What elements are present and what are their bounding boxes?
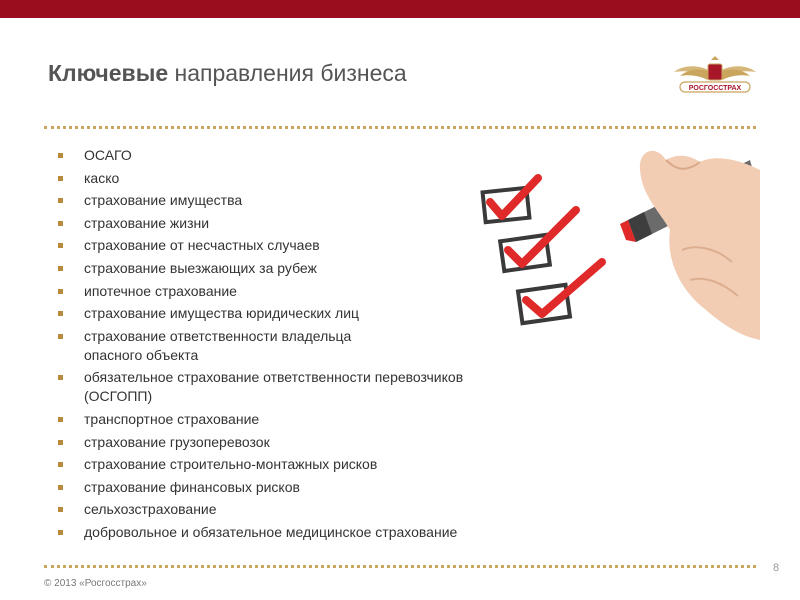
- rosgosstrakh-logo: [672, 52, 758, 98]
- list-item-text: страхование выезжающих за рубеж: [84, 259, 317, 276]
- list-item-text: страхование ответственности владельца опасного объекта: [84, 327, 352, 363]
- list-item: [56, 410, 536, 429]
- bullet-icon: [58, 176, 63, 181]
- list-item: [56, 169, 536, 188]
- list-item-text: страхование финансовых рисков: [84, 478, 300, 495]
- list-item: [56, 146, 536, 165]
- checklist-illustration: [470, 140, 760, 355]
- bullet-icon: [58, 198, 63, 203]
- bullet-icon: [58, 375, 63, 380]
- list-item: [56, 214, 536, 233]
- list-item-text: страхование имущества: [84, 192, 243, 209]
- bullet-icon: [58, 334, 63, 339]
- list-item-text: страхование от несчастных случаев: [84, 237, 320, 254]
- bullet-icon: [58, 153, 63, 158]
- page-title: [48, 60, 407, 87]
- page-title-bold: Ключевые: [48, 60, 169, 86]
- list-item-text: каско: [84, 169, 120, 186]
- bullet-icon: [58, 289, 63, 294]
- hand-icon: [640, 151, 760, 340]
- bullet-icon: [58, 440, 63, 445]
- list-item: [56, 455, 536, 474]
- list-item-text: страхование имущества юридических лиц: [84, 305, 360, 322]
- copyright: © 2013 «Росгосстрах»: [44, 578, 147, 589]
- list-item-text: сельхозстрахование: [84, 501, 217, 518]
- logo-text: РОСГОССТРАХ: [688, 85, 742, 92]
- list-item: [56, 304, 536, 323]
- list-item: [56, 500, 536, 519]
- list-item-text: транспортное страхование: [84, 410, 260, 427]
- list-item-text: ОСАГО: [84, 147, 132, 163]
- list-item: [56, 282, 536, 301]
- business-lines-list: [56, 146, 536, 546]
- checkbox-icon: [518, 262, 602, 323]
- list-item: [56, 478, 536, 497]
- list-item-text: ипотечное страхование: [84, 282, 237, 299]
- bullet-icon: [58, 266, 63, 271]
- list-item: [56, 327, 536, 365]
- list-item: [56, 236, 536, 255]
- bullet-icon: [58, 530, 63, 535]
- bullet-icon: [58, 311, 63, 316]
- bullet-icon: [58, 221, 63, 226]
- list-item: [56, 523, 536, 542]
- bullet-icon: [58, 485, 63, 490]
- bottom-divider: [44, 565, 756, 568]
- bullet-icon: [58, 462, 63, 467]
- list-item: [56, 191, 536, 210]
- checkbox-icon: [483, 178, 538, 222]
- page-number: 8: [773, 562, 780, 574]
- list-item-text: добровольное и обязательное медицинское страхование: [84, 523, 458, 540]
- page-title-rest: направления бизнеса: [174, 60, 407, 86]
- list-item-text: страхование грузоперевозок: [84, 433, 270, 450]
- bullet-icon: [58, 243, 63, 248]
- list-item: [56, 433, 536, 452]
- bullet-icon: [58, 507, 63, 512]
- top-divider: [44, 126, 756, 129]
- top-bar: [0, 0, 800, 18]
- list-item-text: обязательное страхование ответственности перевозчиков (ОСГОПП): [84, 369, 464, 405]
- list-item-text: страхование строительно-монтажных рисков: [84, 456, 378, 473]
- list-item-text: страхование жизни: [84, 214, 210, 231]
- list-item: [56, 368, 536, 406]
- list-item: [56, 259, 536, 278]
- bullet-icon: [58, 417, 63, 422]
